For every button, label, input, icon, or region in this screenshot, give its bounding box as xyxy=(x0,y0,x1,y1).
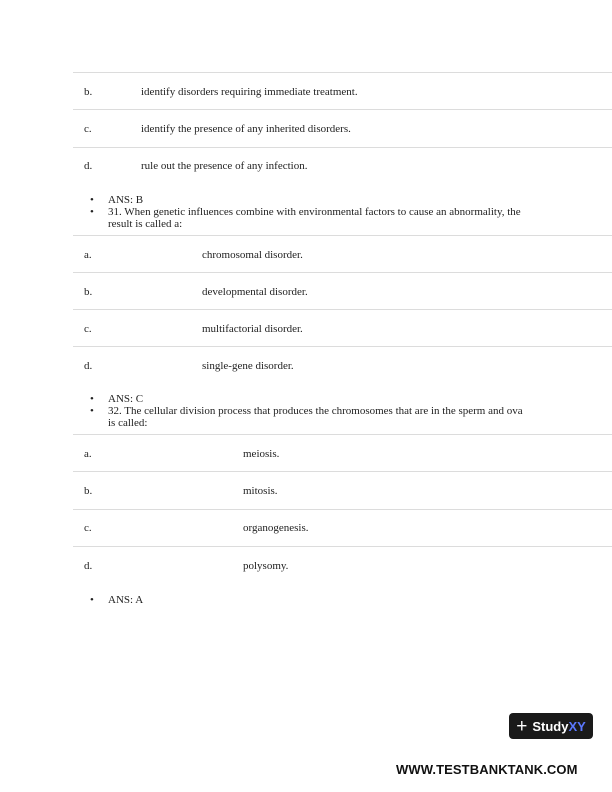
option-text: identify the presence of any inherited disorders. xyxy=(141,123,351,135)
divider xyxy=(73,471,612,472)
option-text: developmental disorder. xyxy=(202,286,308,298)
option-letter: b. xyxy=(84,286,93,298)
studyxy-badge[interactable] xyxy=(509,713,593,739)
option-text: rule out the presence of any infection. xyxy=(141,160,308,172)
option-letter: b. xyxy=(84,485,93,497)
option-text: single-gene disorder. xyxy=(202,360,294,372)
divider xyxy=(73,147,612,148)
option-text: chromosomal disorder. xyxy=(202,249,303,261)
option-letter: d. xyxy=(84,560,93,572)
option-text: organogenesis. xyxy=(243,522,309,534)
option-text: multifactorial disorder. xyxy=(202,323,303,335)
answer-key: • ANS: A xyxy=(90,594,530,606)
divider xyxy=(73,309,612,310)
option-text: meiosis. xyxy=(243,448,280,460)
option-letter: d. xyxy=(84,360,93,372)
divider xyxy=(73,434,612,435)
option-letter: a. xyxy=(84,249,92,261)
footer-site: WWW.TESTBANKTANK.COM xyxy=(396,762,578,777)
divider xyxy=(73,235,612,236)
divider xyxy=(73,546,612,547)
option-letter: c. xyxy=(84,323,92,335)
option-text: polysomy. xyxy=(243,560,289,572)
divider xyxy=(73,109,612,110)
answer-key: • ANS: B xyxy=(90,194,530,206)
answer-and-next-question xyxy=(90,194,530,230)
option-letter: d. xyxy=(84,160,93,172)
option-letter: a. xyxy=(84,448,92,460)
question-stem: • 32. The cellular division process that produces the chromosomes that are in the sperm and ova is called: xyxy=(90,405,530,429)
brand-accent: XY xyxy=(568,718,586,734)
divider xyxy=(73,509,612,510)
divider xyxy=(73,346,612,347)
option-text: identify disorders requiring immediate treatment. xyxy=(141,86,358,98)
answer-key: • ANS: C xyxy=(90,393,530,405)
question-stem: • 31. When genetic influences combine with environmental factors to cause an abnormality, the result is called a: xyxy=(90,206,530,230)
divider xyxy=(73,272,612,273)
option-letter: c. xyxy=(84,522,92,534)
option-letter: c. xyxy=(84,123,92,135)
divider xyxy=(73,72,612,73)
option-text: mitosis. xyxy=(243,485,278,497)
answer-and-next-question xyxy=(90,393,530,429)
option-letter: b. xyxy=(84,86,93,98)
answer-list xyxy=(90,594,530,606)
brand-main: Study xyxy=(532,718,569,734)
plus-icon: + xyxy=(516,715,528,737)
